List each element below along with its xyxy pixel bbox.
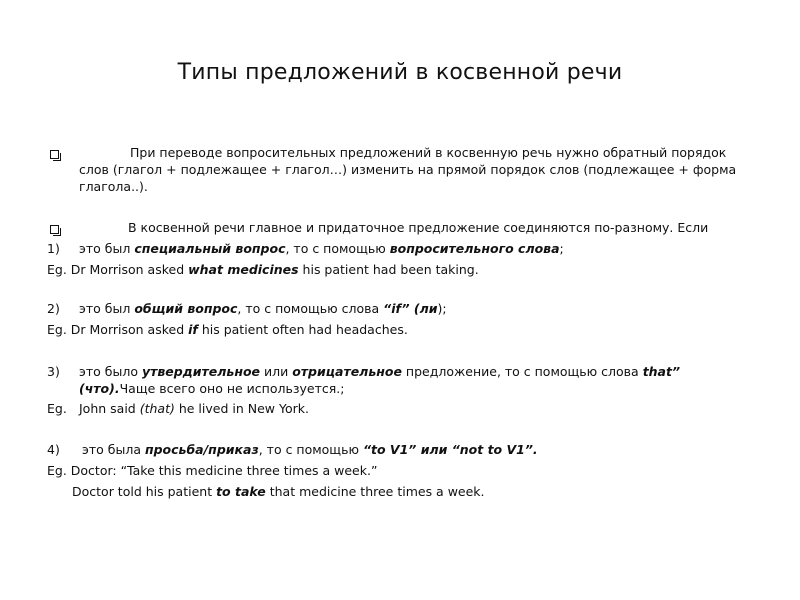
item4-term: просьба/приказ <box>144 442 259 457</box>
item1-term2: вопросительного слова <box>389 241 560 256</box>
item3-term2: отрицательное <box>292 364 402 379</box>
item1-eg-c: his patient had been taking. <box>298 262 479 277</box>
item4-eg2-a: Doctor told his patient <box>72 484 217 499</box>
item3-text-h: Чаще всего оно не используется.; <box>119 381 345 396</box>
bullet2-line1: В косвенной речи главное и придаточное предложение соединяются по-разному. Если <box>128 220 709 235</box>
item4-number: 4) <box>47 442 60 457</box>
item2-eg-c: his patient often had headaches. <box>197 322 408 337</box>
item3-text-line1 <box>79 363 680 380</box>
checkbox-bullet-icon <box>50 225 59 234</box>
item1-text-c: , то с помощью <box>285 241 390 256</box>
item2-example <box>47 321 408 338</box>
item2-term2: “if” (ли <box>383 301 438 316</box>
item4-example1: Eg. Doctor: “Take this medicine three times a week.” <box>47 463 378 478</box>
item3-term4: (что). <box>79 381 120 396</box>
item1-number: 1) <box>47 241 60 256</box>
item3-eg-label: Eg. <box>47 401 67 416</box>
item3-eg-b: (that) <box>139 401 175 416</box>
bullet1-line1: При переводе вопросительных предложений в косвенную речь нужно обратный порядок <box>130 145 727 160</box>
item3-term3: that” <box>642 364 681 379</box>
item1-term: специальный вопрос <box>134 241 286 256</box>
item3-text-e: предложение, то с помощью слова <box>401 364 643 379</box>
item3-eg-a: John said <box>79 401 140 416</box>
item1-text-a: это был <box>79 241 135 256</box>
item2-eg-a: Eg. Dr Morrison asked <box>47 322 189 337</box>
checkbox-bullet-icon <box>50 150 59 159</box>
item3-number: 3) <box>47 364 60 379</box>
item3-term: утвердительное <box>141 364 261 379</box>
item4-text-a: это была <box>82 442 145 457</box>
item1-example <box>47 261 479 278</box>
item2-text-a: это был <box>79 301 135 316</box>
item3-text-line2 <box>79 380 344 397</box>
bullet1-line2: слов (глагол + подлежащее + глагол…) изменить на прямой порядок слов (подлежащее + форма <box>79 162 737 177</box>
item3-text-c: или <box>260 364 293 379</box>
item1-text-e: ; <box>559 241 564 256</box>
item4-eg2-c: that medicine three times a week. <box>265 484 485 499</box>
item1-text <box>79 240 564 257</box>
item3-text-a: это было <box>79 364 142 379</box>
item2-term: общий вопрос <box>134 301 238 316</box>
item2-text <box>79 300 447 317</box>
slide-title: Типы предложений в косвенной речи <box>177 60 623 85</box>
item2-text-c: , то с помощью слова <box>237 301 384 316</box>
bullet1-line3: глагола..). <box>79 179 148 194</box>
item2-text-e: ); <box>437 301 447 316</box>
item4-text <box>82 441 538 458</box>
item1-eg-b: what medicines <box>188 262 299 277</box>
item4-term2: “to V1” или “not to V1”. <box>362 442 538 457</box>
item4-example2 <box>72 483 485 500</box>
item1-eg-a: Eg. Dr Morrison asked <box>47 262 189 277</box>
item2-eg-b: if <box>188 322 198 337</box>
item4-text-c: , то с помощью <box>258 442 363 457</box>
item2-number: 2) <box>47 301 60 316</box>
item3-eg-c: he lived in New York. <box>174 401 309 416</box>
item4-eg2-b: to take <box>216 484 266 499</box>
item3-example <box>79 400 309 417</box>
